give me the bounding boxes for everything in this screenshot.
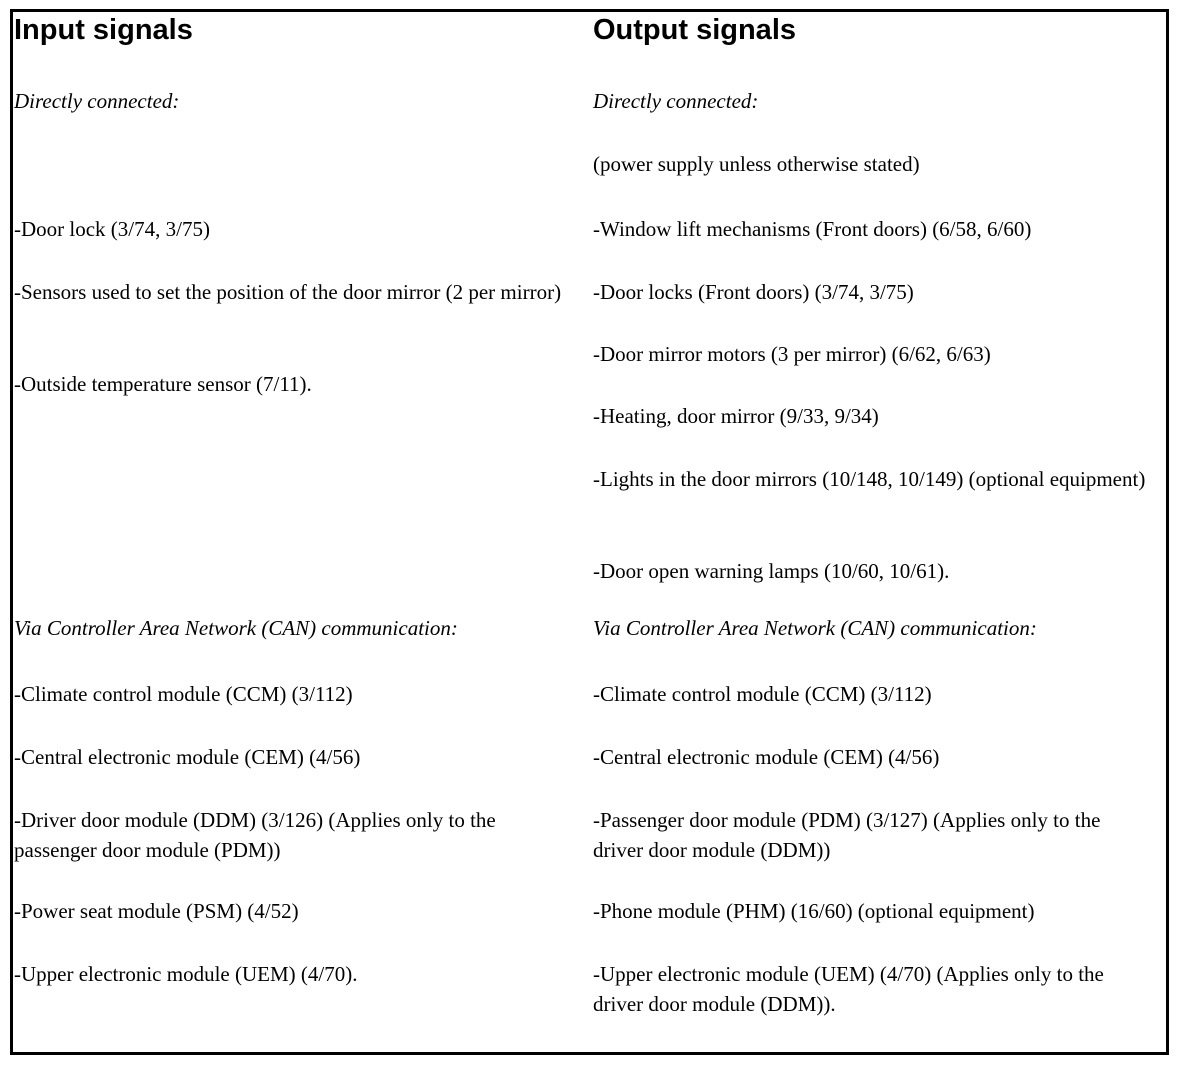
input-can-item: -Upper electronic module (UEM) (4/70). xyxy=(14,962,358,986)
output-direct-item: -Door open warning lamps (10/60, 10/61). xyxy=(593,559,950,583)
input-can-label: Via Controller Area Network (CAN) communication: xyxy=(14,616,458,640)
output-direct-label: Directly connected: xyxy=(593,89,759,113)
output-can-item: -Phone module (PHM) (16/60) (optional equipment) xyxy=(593,899,1035,923)
input-can-item: -Power seat module (PSM) (4/52) xyxy=(14,899,299,923)
output-direct-item: -Heating, door mirror (9/33, 9/34) xyxy=(593,404,879,428)
output-direct-item: -Door locks (Front doors) (3/74, 3/75) xyxy=(593,280,914,304)
input-direct-item: -Sensors used to set the position of the door mirror (2 per mirror) xyxy=(14,280,562,304)
input-can-item: -Central electronic module (CEM) (4/56) xyxy=(14,745,361,769)
output-direct-note: (power supply unless otherwise stated) xyxy=(593,152,920,176)
output-direct-item: -Lights in the door mirrors (10/148, 10/149) (optional equipment) xyxy=(593,467,1146,491)
output-can-item: -Upper electronic module (UEM) (4/70) (Applies only to the driver door module (DDM)). xyxy=(593,962,1104,1016)
output-can-item: -Central electronic module (CEM) (4/56) xyxy=(593,745,940,769)
output-can-item: -Passenger door module (PDM) (3/127) (Applies only to the driver door module (DDM)) xyxy=(593,808,1101,862)
output-can-item: -Climate control module (CCM) (3/112) xyxy=(593,682,932,706)
output-direct-item: -Window lift mechanisms (Front doors) (6/58, 6/60) xyxy=(593,217,1032,241)
output-can-label: Via Controller Area Network (CAN) communication: xyxy=(593,616,1037,640)
input-direct-label: Directly connected: xyxy=(14,89,180,113)
output-signals-heading: Output signals xyxy=(593,14,796,46)
input-direct-item: -Outside temperature sensor (7/11). xyxy=(14,372,312,396)
input-signals-heading: Input signals xyxy=(14,14,193,46)
input-direct-item: -Door lock (3/74, 3/75) xyxy=(14,217,210,241)
input-can-item: -Driver door module (DDM) (3/126) (Applies only to the passenger door module (PDM)) xyxy=(14,808,496,862)
output-direct-item: -Door mirror motors (3 per mirror) (6/62, 6/63) xyxy=(593,342,991,366)
input-can-item: -Climate control module (CCM) (3/112) xyxy=(14,682,353,706)
